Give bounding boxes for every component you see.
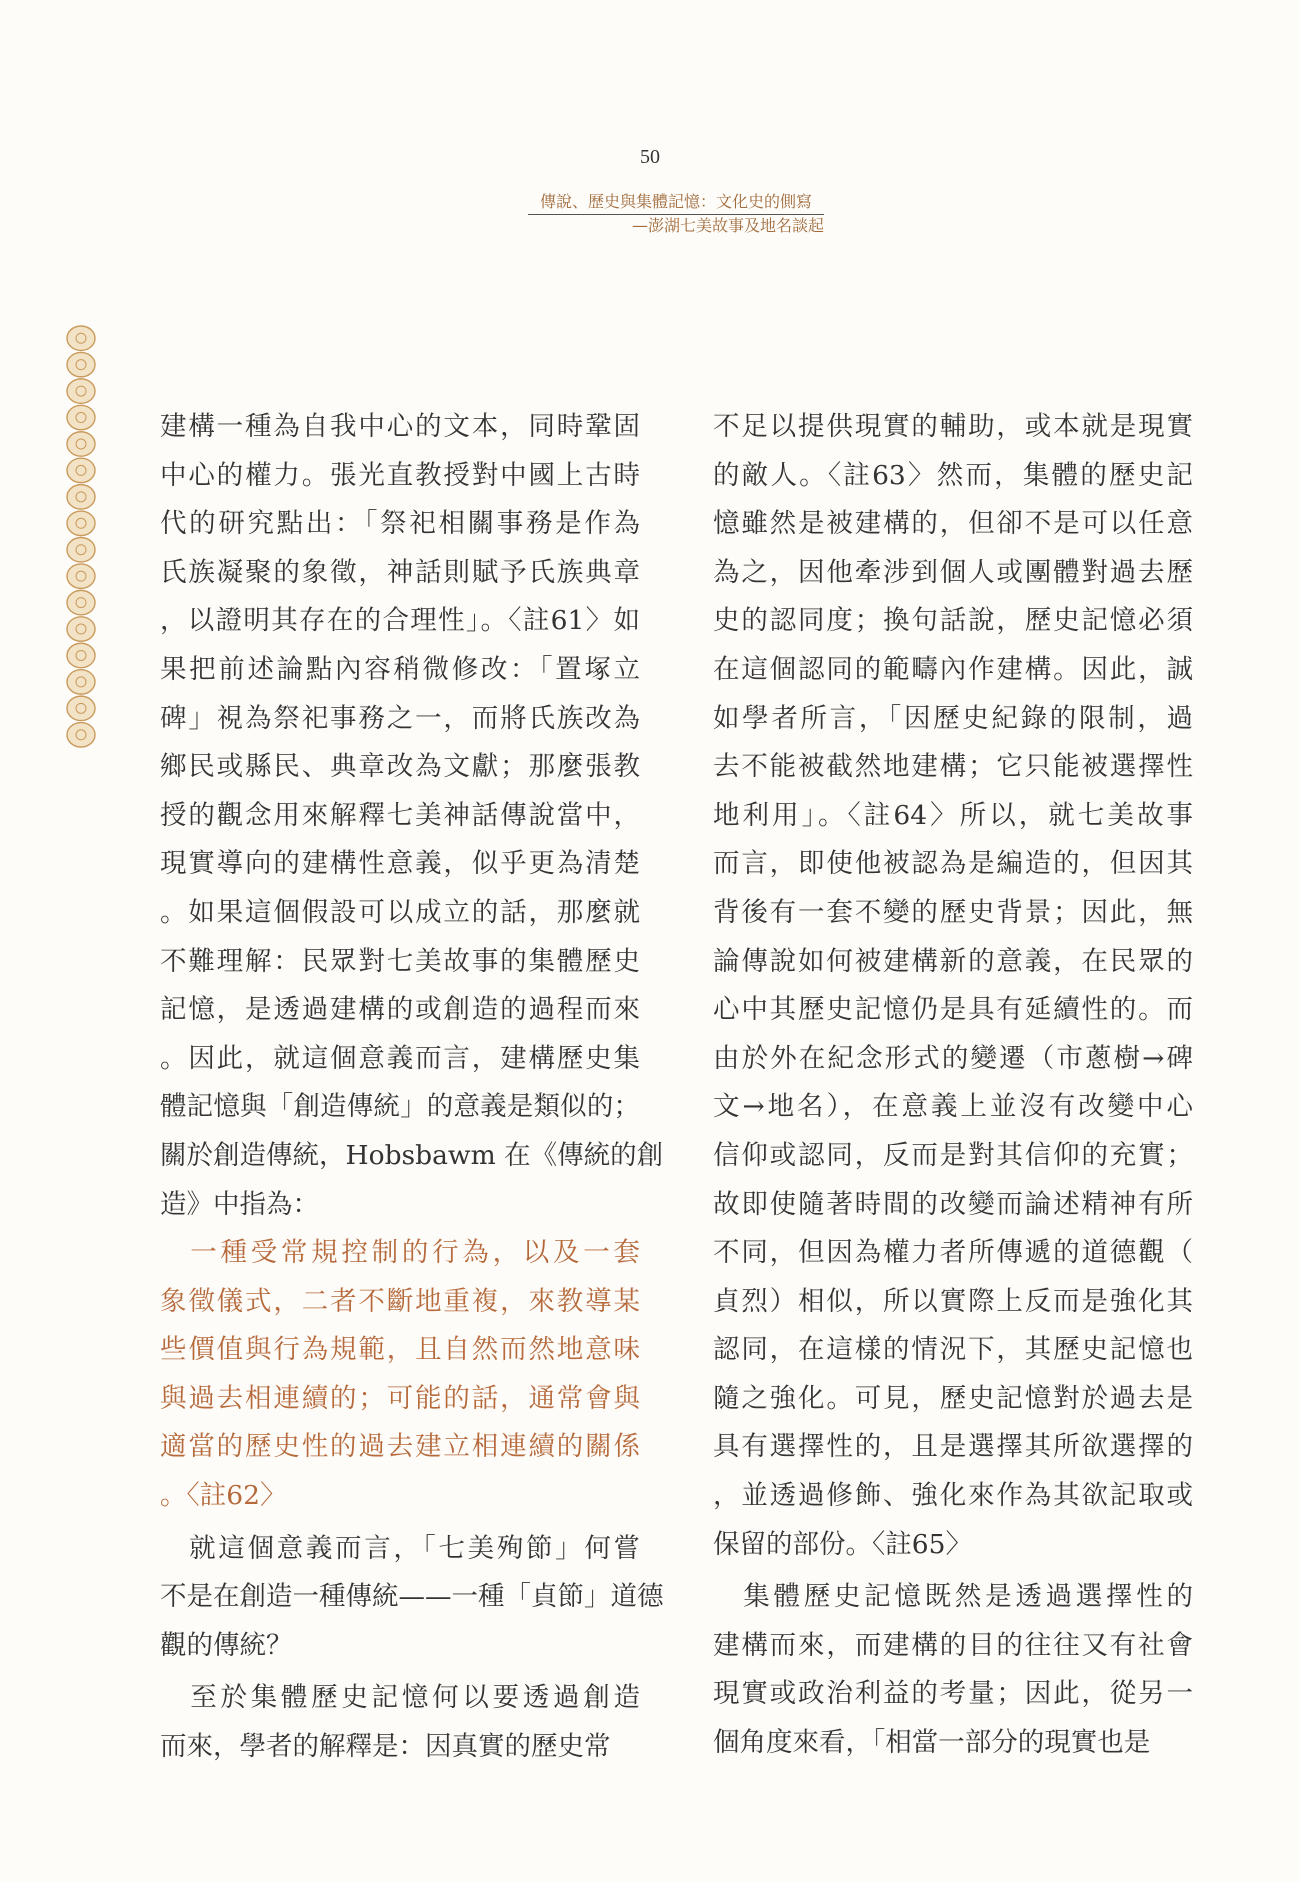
right-paragraph-1 <box>713 403 1193 1569</box>
left-paragraph-2 <box>160 1525 664 1671</box>
ornament-medallion <box>67 538 95 562</box>
text-line: 文→地名），在意義上並沒有改變中心 <box>713 1091 1193 1123</box>
ornament-medallion <box>67 379 95 403</box>
running-header-subtitle: —澎湖七美故事及地名談起 <box>631 216 824 235</box>
ornament-medallion <box>67 458 95 482</box>
text-line: 具有選擇性的，且是選擇其所欲選擇的 <box>713 1431 1193 1463</box>
text-line: 由於外在紀念形式的變遷（市蔥樹→碑 <box>713 1042 1193 1074</box>
text-line: 在這個認同的範疇內作建構。因此，誠 <box>713 653 1193 685</box>
ornament-medallion <box>67 352 95 376</box>
text-line: 造》中指為： <box>160 1188 319 1220</box>
text-line: 心中其歷史記憶仍是具有延續性的。而 <box>713 994 1193 1026</box>
ornament-medallion <box>67 432 95 456</box>
right-paragraph-2 <box>713 1573 1193 1767</box>
text-line: 認同，在這樣的情況下，其歷史記憶也 <box>713 1334 1193 1366</box>
text-line: 一種受常規控制的行為，以及一套 <box>160 1237 640 1269</box>
ornament-medallion <box>67 564 95 588</box>
text-line: 。如果這個假設可以成立的話，那麼就 <box>160 896 640 928</box>
text-line: 。因此，就這個意義而言，建構歷史集 <box>160 1042 640 1074</box>
left-paragraph-3 <box>160 1674 640 1771</box>
text-line: 而來，學者的解釋是：因真實的歷史常 <box>160 1731 611 1763</box>
text-line: 鄉民或縣民、典章改為文獻；那麼張教 <box>160 751 640 783</box>
text-line: 。〈註62〉 <box>160 1480 287 1512</box>
page-number: 50 <box>640 146 660 168</box>
text-line: 而言，即使他被認為是編造的，但因其 <box>713 848 1193 880</box>
text-line: 授的觀念用來解釋七美神話傳說當中， <box>160 799 640 831</box>
ornament-medallion <box>67 405 95 429</box>
text-line: 中心的權力。張光直教授對中國上古時 <box>160 459 640 491</box>
text-line: 些價值與行為規範，且自然而然地意味 <box>160 1334 640 1366</box>
text-line: 去不能被截然地建構；它只能被選擇性 <box>713 751 1193 783</box>
text-line: 信仰或認同，反而是對其信仰的充實； <box>713 1139 1193 1171</box>
text-line: 氏族凝聚的象徵，神話則賦予氏族典章 <box>160 556 640 588</box>
text-line: 建構而來，而建構的目的往往又有社會 <box>713 1629 1193 1661</box>
text-line: 如學者所言，「因歷史紀錄的限制，過 <box>713 702 1193 734</box>
left-column <box>160 403 664 1772</box>
running-header-title: 傳說、歷史與集體記憶：文化史的側寫 <box>528 192 824 215</box>
text-line: 觀的傳統？ <box>160 1629 293 1661</box>
text-line: 碑」視為祭祀事務之一，而將氏族改為 <box>160 702 640 734</box>
text-line: 不難理解：民眾對七美故事的集體歷史 <box>160 945 640 977</box>
text-line: 現實導向的建構性意義，似乎更為清楚 <box>160 848 640 880</box>
text-line: 不同，但因為權力者所傳遞的道德觀（ <box>713 1237 1193 1269</box>
text-line: 現實或政治利益的考量；因此，從另一 <box>713 1678 1193 1710</box>
right-column <box>713 403 1193 1768</box>
text-line: 建構一種為自我中心的文本，同時鞏固 <box>160 411 640 442</box>
text-line: 適當的歷史性的過去建立相連續的關係 <box>160 1431 640 1463</box>
text-line: 象徵儀式，二者不斷地重複，來教導某 <box>160 1285 640 1317</box>
block-quote <box>160 1229 640 1521</box>
text-line: 憶雖然是被建構的，但卻不是可以任意 <box>713 508 1193 540</box>
ornament-medallion <box>67 617 95 641</box>
text-line: 不足以提供現實的輔助，或本就是現實 <box>713 411 1193 442</box>
text-line: 為之，因他牽涉到個人或團體對過去歷 <box>713 556 1193 588</box>
text-line: 保留的部份。〈註65〉 <box>713 1528 972 1560</box>
text-line: 個角度來看，「相當一部分的現實也是 <box>713 1727 1151 1759</box>
ornament-medallion <box>67 670 95 694</box>
text-line: 貞烈）相似，所以實際上反而是強化其 <box>713 1285 1193 1317</box>
text-line: 地利用」。〈註64〉所以，就七美故事 <box>713 799 1193 831</box>
text-line: 體記憶與「創造傳統」的意義是類似的； <box>160 1091 640 1123</box>
text-line: 至於集體歷史記憶何以要透過創造 <box>160 1682 640 1714</box>
text-line: 的敵人。〈註63〉然而，集體的歷史記 <box>713 459 1193 491</box>
text-line: 代的研究點出：「祭祀相關事務是作為 <box>160 508 640 540</box>
ornament-medallion <box>67 723 95 747</box>
text-line: 故即使隨著時間的改變而論述精神有所 <box>713 1188 1193 1220</box>
left-paragraph-1 <box>160 403 664 1229</box>
text-line: 集體歷史記憶既然是透過選擇性的 <box>713 1581 1193 1613</box>
text-line: ，以證明其存在的合理性」。〈註61〉如 <box>160 605 640 637</box>
text-line: 就這個意義而言，「七美殉節」何嘗 <box>160 1532 640 1564</box>
floral-border-ornament-icon <box>64 325 98 748</box>
text-line: 論傳說如何被建構新的意義，在民眾的 <box>713 945 1193 977</box>
ornament-medallion <box>67 696 95 720</box>
text-line: 果把前述論點內容稍微修改：「置塚立 <box>160 653 640 685</box>
text-line: 不是在創造一種傳統——一種「貞節」道德 <box>160 1581 664 1613</box>
ornament-medallion <box>67 511 95 535</box>
text-line: 關於創造傳統，Hobsbawm 在《傳統的創 <box>160 1139 664 1171</box>
text-line: 與過去相連續的；可能的話，通常會與 <box>160 1382 640 1414</box>
ornament-medallion <box>67 590 95 614</box>
ornament-medallion <box>67 485 95 509</box>
text-line: ，並透過修飾、強化來作為其欲記取或 <box>713 1480 1193 1512</box>
ornament-medallion <box>67 643 95 667</box>
text-line: 記憶，是透過建構的或創造的過程而來 <box>160 994 640 1026</box>
ornament-medallion <box>67 326 95 350</box>
text-line: 背後有一套不變的歷史背景；因此，無 <box>713 896 1193 928</box>
text-line: 史的認同度；換句話說，歷史記憶必須 <box>713 605 1193 637</box>
text-line: 隨之強化。可見，歷史記憶對於過去是 <box>713 1382 1193 1414</box>
